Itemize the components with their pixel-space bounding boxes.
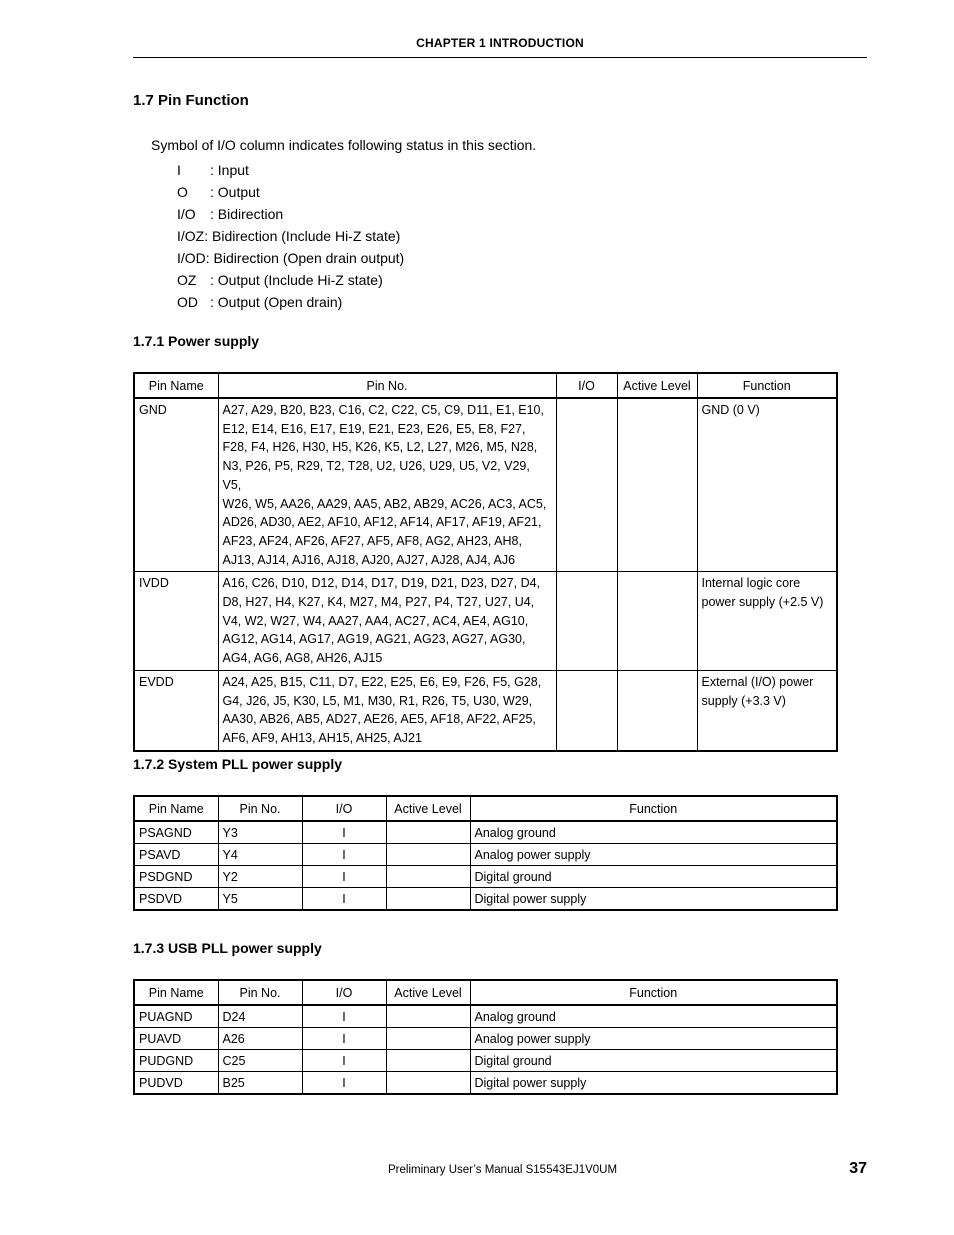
pin-number: Y3 <box>218 821 302 844</box>
pin-function: Analog ground <box>470 1005 837 1028</box>
pin-io <box>556 670 617 750</box>
pin-active-level <box>386 1072 470 1095</box>
legend-symbol: I <box>177 162 181 178</box>
pin-function: Analog ground <box>470 821 837 844</box>
subsection-title-power: 1.7.1 Power supply <box>133 333 260 349</box>
col-header-io: I/O <box>556 373 617 398</box>
pin-active-level <box>386 1050 470 1072</box>
pin-name: PUDGND <box>134 1050 218 1072</box>
pin-name: PUDVD <box>134 1072 218 1095</box>
table-row <box>134 1050 837 1072</box>
pin-line: D8, H27, H4, K27, K4, M27, M4, P27, P4, T27, U27, U4, <box>222 595 535 610</box>
pin-function: Digital ground <box>470 866 837 888</box>
pin-function: Digital power supply <box>470 1072 837 1095</box>
pin-line: AD26, AD30, AE2, AF10, AF12, AF14, AF17, AF19, AF21, <box>222 515 542 530</box>
pin-active-level <box>386 888 470 911</box>
pin-line: AA30, AB26, AB5, AD27, AE26, AE5, AF18, AF22, AF25, <box>222 712 536 727</box>
legend-desc: : Output (Include Hi-Z state) <box>210 272 383 288</box>
table-header-row <box>134 980 837 1005</box>
function-line: supply (+3.3 V) <box>701 693 786 708</box>
legend-symbol: O <box>177 184 188 200</box>
legend-item <box>177 291 404 313</box>
pin-active-level <box>617 398 697 572</box>
intro-text: Symbol of I/O column indicates following status in this section. <box>151 137 537 153</box>
pin-name: PSAVD <box>134 844 218 866</box>
pin-number: C25 <box>218 1050 302 1072</box>
pin-function <box>697 572 837 671</box>
pin-line: W26, W5, AA26, AA29, AA5, AB2, AB29, AC26, AC3, AC5, <box>222 496 547 511</box>
pin-io: I <box>302 821 386 844</box>
footer-text: Preliminary User’s Manual S15543EJ1V0UM <box>388 1164 618 1176</box>
table-row <box>134 821 837 844</box>
legend-item <box>177 181 404 203</box>
pin-number: B25 <box>218 1072 302 1095</box>
pin-active-level <box>386 1005 470 1028</box>
pin-io <box>556 572 617 671</box>
col-header-active-level: Active Level <box>386 980 470 1005</box>
pin-line: A27, A29, B20, B23, C16, C2, C22, C5, C9, D11, E1, E10, <box>222 403 544 417</box>
col-header-pin-no: Pin No. <box>218 796 302 821</box>
pin-active-level <box>617 572 697 671</box>
pin-function: Digital power supply <box>470 888 837 911</box>
table-row <box>134 1005 837 1028</box>
pin-number: Y2 <box>218 866 302 888</box>
pin-numbers <box>218 572 556 671</box>
legend-desc: : Output (Open drain) <box>210 294 343 310</box>
col-header-function: Function <box>470 980 837 1005</box>
pin-number: Y5 <box>218 888 302 911</box>
pin-name: PSDGND <box>134 866 218 888</box>
legend-desc: : Output <box>210 184 260 200</box>
pin-line: N3, P26, P5, R29, T2, T28, U2, U26, U29, U5, V2, V29, V5, <box>222 459 530 492</box>
table-row <box>134 1072 837 1095</box>
table-header-row <box>134 796 837 821</box>
legend-item <box>177 203 404 225</box>
pin-line: E12, E14, E16, E17, E19, E21, E23, E26, E5, E8, F27, <box>222 421 526 436</box>
pin-io: I <box>302 1050 386 1072</box>
pin-active-level <box>386 1028 470 1050</box>
pin-function: Analog power supply <box>470 1028 837 1050</box>
col-header-active-level: Active Level <box>617 373 697 398</box>
col-header-function: Function <box>470 796 837 821</box>
pin-name: GND <box>134 398 218 572</box>
function-line: Internal logic core <box>701 576 801 591</box>
legend-item <box>177 247 404 269</box>
pin-line: G4, J26, J5, K30, L5, M1, M30, R1, R26, T5, U30, W29, <box>222 693 533 708</box>
pin-line: V4, W2, W27, W4, AA27, AA4, AC27, AC4, AE4, AG10, <box>222 613 529 628</box>
pin-active-level <box>386 844 470 866</box>
pin-io: I <box>302 1072 386 1095</box>
legend-symbol: I/O <box>177 206 196 222</box>
col-header-pin-no: Pin No. <box>218 980 302 1005</box>
pin-name: PUAGND <box>134 1005 218 1028</box>
col-header-pin-name: Pin Name <box>134 796 218 821</box>
pin-name: IVDD <box>134 572 218 671</box>
table-row <box>134 1028 837 1050</box>
legend-symbol: OZ <box>177 272 197 288</box>
header-rule <box>133 57 867 58</box>
pin-numbers <box>218 670 556 750</box>
table-row <box>134 572 837 671</box>
system-pll-table <box>133 795 838 911</box>
pin-line: A24, A25, B15, C11, D7, E22, E25, E6, E9, F26, F5, G28, <box>222 674 542 689</box>
section-title: 1.7 Pin Function <box>133 92 249 109</box>
col-header-pin-no: Pin No. <box>218 373 556 398</box>
pin-name: PSDVD <box>134 888 218 911</box>
legend-symbol: I/OD <box>177 250 206 266</box>
col-header-function: Function <box>697 373 837 398</box>
pin-active-level <box>386 866 470 888</box>
pin-line: AJ13, AJ14, AJ16, AJ18, AJ20, AJ27, AJ28, AJ4, AJ6 <box>222 552 516 567</box>
pin-line: A16, C26, D10, D12, D14, D17, D19, D21, D23, D27, D4, <box>222 576 541 591</box>
table-row <box>134 844 837 866</box>
io-legend <box>177 159 404 313</box>
legend-symbol: I/OZ <box>177 228 205 244</box>
pin-active-level <box>617 670 697 750</box>
pin-line: AG12, AG14, AG17, AG19, AG21, AG23, AG27, AG30, <box>222 632 526 647</box>
table-row <box>134 866 837 888</box>
pin-io: I <box>302 866 386 888</box>
pin-numbers <box>218 398 556 572</box>
legend-item <box>177 159 404 181</box>
power-supply-table <box>133 372 838 752</box>
pin-name: EVDD <box>134 670 218 750</box>
pin-name: PSAGND <box>134 821 218 844</box>
legend-desc: : Bidirection (Open drain output) <box>205 250 405 266</box>
pin-io: I <box>302 1005 386 1028</box>
pin-line: AG4, AG6, AG8, AH26, AJ15 <box>222 651 383 666</box>
table-header-row <box>134 373 837 398</box>
legend-desc: : Bidirection <box>210 206 284 222</box>
function-line: GND (0 V) <box>701 403 760 417</box>
table-row <box>134 398 837 572</box>
col-header-pin-name: Pin Name <box>134 980 218 1005</box>
col-header-io: I/O <box>302 980 386 1005</box>
legend-symbol: OD <box>177 294 198 310</box>
pin-number: D24 <box>218 1005 302 1028</box>
pin-io: I <box>302 888 386 911</box>
legend-desc: : Bidirection (Include Hi-Z state) <box>204 228 401 244</box>
pin-line: AF6, AF9, AH13, AH15, AH25, AJ21 <box>222 730 422 745</box>
pin-io: I <box>302 1028 386 1050</box>
pin-number: A26 <box>218 1028 302 1050</box>
legend-desc: : Input <box>210 162 249 178</box>
pin-name: PUAVD <box>134 1028 218 1050</box>
pin-io: I <box>302 844 386 866</box>
subsection-title-usb-pll: 1.7.3 USB PLL power supply <box>133 940 322 956</box>
col-header-io: I/O <box>302 796 386 821</box>
pin-function <box>697 670 837 750</box>
function-line: External (I/O) power <box>701 674 814 689</box>
function-line: power supply (+2.5 V) <box>701 595 824 610</box>
subsection-title-system-pll: 1.7.2 System PLL power supply <box>133 756 343 772</box>
table-row <box>134 888 837 911</box>
pin-line: AF23, AF24, AF26, AF27, AF5, AF8, AG2, AH23, AH8, <box>222 533 522 548</box>
legend-item <box>177 225 404 247</box>
pin-io <box>556 398 617 572</box>
pin-number: Y4 <box>218 844 302 866</box>
page-number: 37 <box>849 1160 867 1177</box>
pin-active-level <box>386 821 470 844</box>
table-row <box>134 670 837 750</box>
pin-function: Digital ground <box>470 1050 837 1072</box>
pin-function <box>697 398 837 572</box>
chapter-header: CHAPTER 1 INTRODUCTION <box>416 36 584 50</box>
usb-pll-table <box>133 979 838 1095</box>
legend-item <box>177 269 404 291</box>
pin-function: Analog power supply <box>470 844 837 866</box>
col-header-pin-name: Pin Name <box>134 373 218 398</box>
col-header-active-level: Active Level <box>386 796 470 821</box>
pin-line: F28, F4, H26, H30, H5, K26, K5, L2, L27, M26, M5, N28, <box>222 440 538 455</box>
